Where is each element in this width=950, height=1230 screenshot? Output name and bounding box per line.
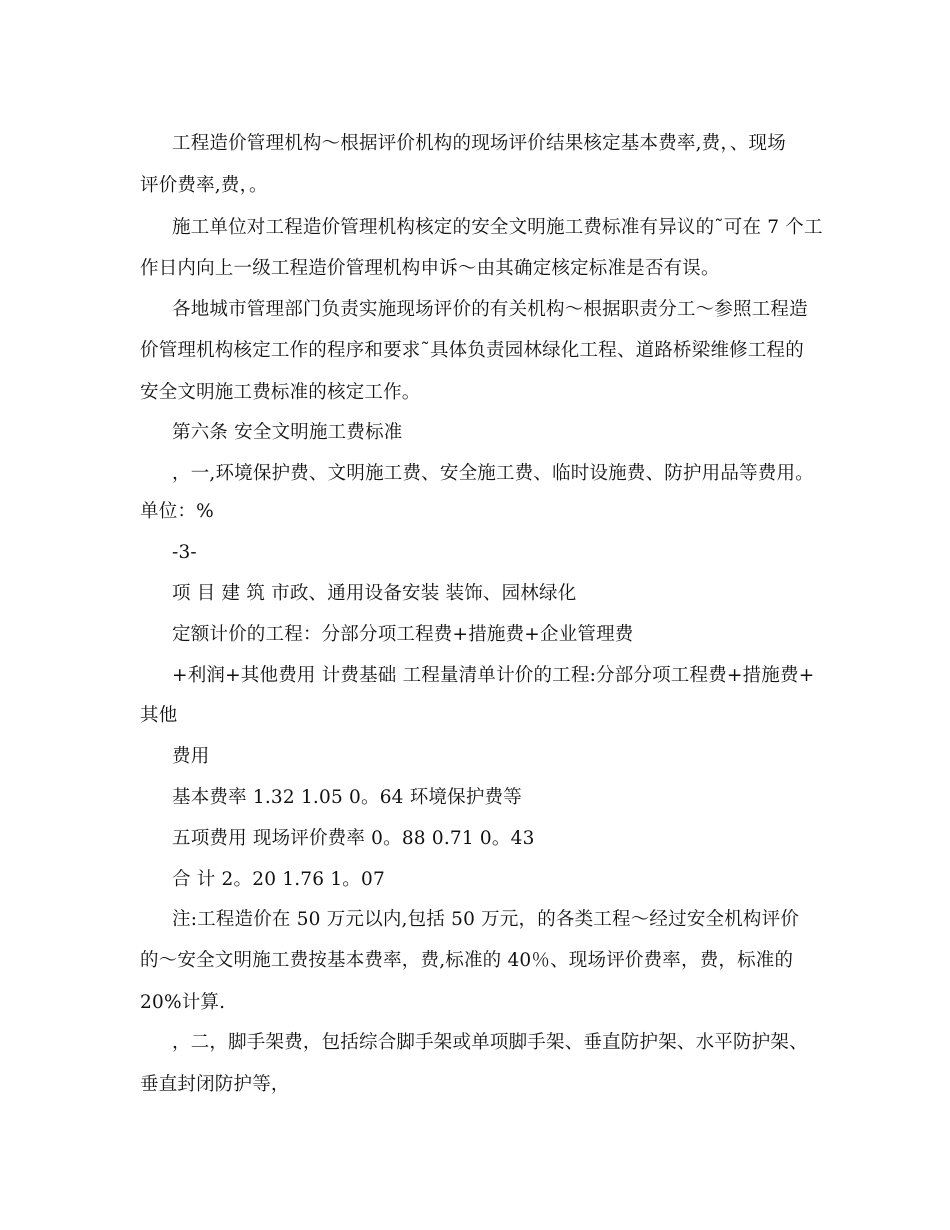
paragraph-line: 安全文明施工费标准的核定工作。 [140, 382, 421, 403]
note-line: 注:工程造价在 50 万元以内,包括 50 万元，的各类工程～经过安全机构评价 [172, 909, 800, 930]
note-line: 20%计算. [140, 992, 226, 1013]
paragraph-line: 工程造价管理机构～根据评价机构的现场评价结果核定基本费率,费，、现场 [172, 133, 786, 154]
paragraph-line: ，一,环境保护费、文明施工费、安全施工费、临时设施费、防护用品等费用。 [172, 463, 814, 484]
table-line: 基本费率 1.32 1.05 0。64 环境保护费等 [172, 787, 522, 808]
table-header-line: 项 目 建 筑 市政、通用设备安装 装饰、园林绿化 [172, 583, 577, 604]
table-line: 合 计 2。20 1.76 1。07 [172, 869, 385, 890]
paragraph-line: 评价费率,费，。 [140, 175, 268, 196]
paragraph-line: 价管理机构核定工作的程序和要求˜具体负责园林绿化工程、道路桥梁维修工程的 [140, 340, 804, 361]
paragraph-line: 施工单位对工程造价管理机构核定的安全文明施工费标准有异议的˜可在 7 个工 [172, 217, 823, 238]
paragraph-line: ，二，脚手架费，包括综合脚手架或单项脚手架、垂直防护架、水平防护架、 [172, 1032, 808, 1053]
paragraph-line: 作日内向上一级工程造价管理机构申诉～由其确定核定标准是否有误。 [140, 258, 720, 279]
note-line: 的～安全文明施工费按基本费率，费,标准的 40％、现场评价费率，费，标准的 [140, 950, 794, 971]
paragraph-line: 单位：% [140, 501, 214, 522]
table-line: 五项费用 现场评价费率 0。88 0.71 0。43 [172, 828, 535, 849]
table-line: 费用 [172, 746, 210, 767]
paragraph-line: 垂直封闭防护等， [140, 1074, 290, 1095]
section-heading: 第六条 安全文明施工费标准 [172, 422, 403, 443]
paragraph-line: 各地城市管理部门负责实施现场评价的有关机构～根据职责分工～参照工程造 [172, 299, 808, 320]
table-line: 定额计价的工程：分部分项工程费+措施费+企业管理费 [172, 624, 634, 645]
page-number: -3- [172, 542, 197, 563]
table-line: 其他 [140, 705, 178, 726]
table-line: +利润+其他费用 计费基础 工程量清单计价的工程:分部分项工程费+措施费+ [172, 665, 815, 686]
